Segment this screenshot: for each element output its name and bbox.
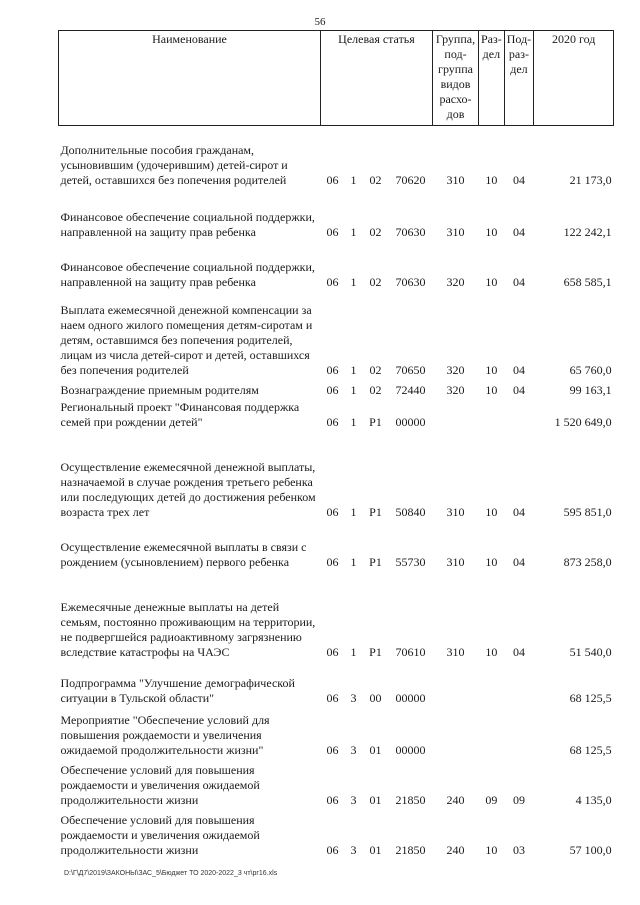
budget-table xyxy=(58,30,614,858)
row-expense-group: 310 xyxy=(446,504,465,519)
row-subsection: 04 xyxy=(512,224,525,239)
row-direction: 70620 xyxy=(395,172,426,187)
row-section: 09 xyxy=(485,792,498,807)
row-name: Дополнительные пособия гражданам, усыновившим (удочерившим) детей-сирот и детей, оставшихся без попечения родителей xyxy=(60,142,288,187)
row-program: 06 xyxy=(326,742,339,757)
row-program: 06 xyxy=(326,274,339,289)
row-program: 06 xyxy=(326,172,339,187)
row-subsection: 04 xyxy=(512,362,525,377)
row-subsection xyxy=(504,398,533,430)
row-direction: 72440 xyxy=(395,382,426,397)
row-name: Мероприятие "Обеспечение условий для повышения рождаемости и увеличения ожидаемой продолжительности жизни" xyxy=(60,712,270,757)
row-program: 06 xyxy=(326,554,339,569)
row-subsection: 04 xyxy=(512,554,525,569)
header-name: Наименование xyxy=(59,31,321,126)
row-amount: 4 135,0 xyxy=(575,792,612,807)
row-event: 02 xyxy=(369,224,382,239)
row-section: 10 xyxy=(485,224,498,239)
table-row xyxy=(59,240,614,290)
row-section xyxy=(479,660,505,706)
row-section: 10 xyxy=(485,644,498,659)
table-row xyxy=(59,126,614,188)
row-subsection: 04 xyxy=(512,172,525,187)
table-header-row xyxy=(59,31,614,126)
table-row xyxy=(59,570,614,660)
row-expense-group: 320 xyxy=(446,362,465,377)
row-subsection: 04 xyxy=(512,504,525,519)
row-event: P1 xyxy=(369,414,382,429)
row-event: 02 xyxy=(369,274,382,289)
row-expense-group: 310 xyxy=(446,644,465,659)
row-program: 06 xyxy=(326,842,339,857)
row-name: Выплата ежемесячной денежной компенсации за наем одного жилого помещения детям-сиротам и детям, оставшимся без попечения родителей, лицам из числа детей-сирот и детей, оставшихся без попечения родителей xyxy=(60,302,313,377)
row-program: 06 xyxy=(326,792,339,807)
header-section: Раз-дел xyxy=(479,31,505,126)
header-subsection: Под-раз-дел xyxy=(504,31,533,126)
row-direction: 21850 xyxy=(395,792,426,807)
row-expense-group: 310 xyxy=(446,224,465,239)
row-section: 10 xyxy=(485,554,498,569)
row-direction: 00000 xyxy=(395,690,426,705)
row-direction: 00000 xyxy=(395,742,426,757)
row-name: Обеспечение условий для повышения рождаемости и увеличения ожидаемой продолжительности жизни xyxy=(60,812,260,857)
row-expense-group: 240 xyxy=(446,792,465,807)
header-target: Целевая статья xyxy=(321,31,433,126)
row-program: 06 xyxy=(326,644,339,659)
row-section: 10 xyxy=(485,274,498,289)
row-amount: 68 125,5 xyxy=(569,742,612,757)
row-event: 02 xyxy=(369,172,382,187)
row-subprogram: 3 xyxy=(350,842,357,857)
row-subsection: 03 xyxy=(512,842,525,857)
row-amount: 99 163,1 xyxy=(569,382,612,397)
row-direction: 55730 xyxy=(395,554,426,569)
row-name: Вознаграждение приемным родителям xyxy=(60,382,259,397)
row-section: 10 xyxy=(485,362,498,377)
row-direction: 70630 xyxy=(395,224,426,239)
row-amount: 1 520 649,0 xyxy=(554,414,612,429)
table-row xyxy=(59,290,614,378)
row-direction: 00000 xyxy=(395,414,426,429)
row-event: 01 xyxy=(369,792,382,807)
row-expense-group: 320 xyxy=(446,382,465,397)
row-subprogram: 3 xyxy=(350,742,357,757)
row-subsection: 04 xyxy=(512,644,525,659)
row-program: 06 xyxy=(326,690,339,705)
row-amount: 658 585,1 xyxy=(563,274,612,289)
row-subprogram: 1 xyxy=(350,362,357,377)
row-section: 10 xyxy=(485,842,498,857)
row-subprogram: 3 xyxy=(350,690,357,705)
row-amount: 57 100,0 xyxy=(569,842,612,857)
row-section: 10 xyxy=(485,172,498,187)
row-program: 06 xyxy=(326,504,339,519)
table-row xyxy=(59,808,614,858)
row-expense-group xyxy=(433,706,479,758)
page-number: 56 xyxy=(314,16,326,28)
row-name: Финансовое обеспечение социальной поддержки, направленной на защиту прав ребенка xyxy=(60,259,315,289)
row-expense-group xyxy=(433,398,479,430)
row-subprogram: 1 xyxy=(350,504,357,519)
row-subprogram: 1 xyxy=(350,274,357,289)
row-event: P1 xyxy=(369,554,382,569)
table-row xyxy=(59,398,614,430)
row-section xyxy=(479,706,505,758)
row-amount: 595 851,0 xyxy=(563,504,612,519)
file-path-footer: D:\Г\Д7\2019\ЗАКОНЫ\ЗАС_5\Бюджет ТО 2020-2022_3 чт\рг16.xls xyxy=(64,870,278,877)
row-expense-group xyxy=(433,660,479,706)
row-event: P1 xyxy=(369,504,382,519)
row-event: 01 xyxy=(369,842,382,857)
row-direction: 70610 xyxy=(395,644,426,659)
row-expense-group: 240 xyxy=(446,842,465,857)
row-subsection: 04 xyxy=(512,274,525,289)
table-row xyxy=(59,520,614,570)
row-section: 10 xyxy=(485,382,498,397)
row-subsection: 09 xyxy=(512,792,525,807)
table-row xyxy=(59,706,614,758)
row-amount: 873 258,0 xyxy=(563,554,612,569)
row-subsection: 04 xyxy=(512,382,525,397)
row-event: P1 xyxy=(369,644,382,659)
row-program: 06 xyxy=(326,362,339,377)
header-group: Группа, под-группа видов расхо-дов xyxy=(433,31,479,126)
header-amount: 2020 год xyxy=(534,31,614,126)
row-name: Подпрограмма "Улучшение демографической ситуации в Тульской области" xyxy=(60,675,295,705)
row-name: Ежемесячные денежные выплаты на детей семьям, постоянно проживающим на территории, не подвергшейся радиоактивному загрязнению вследствие катастрофы на ЧАЭС xyxy=(60,599,316,659)
row-amount: 21 173,0 xyxy=(569,172,612,187)
row-event: 00 xyxy=(369,690,382,705)
row-expense-group: 320 xyxy=(446,274,465,289)
row-name: Осуществление ежемесячной денежной выплаты, назначаемой в случае рождения третьего ребенка или последующих детей до достижения ребенком возраста трех лет xyxy=(60,459,316,519)
row-direction: 50840 xyxy=(395,504,426,519)
row-event: 02 xyxy=(369,362,382,377)
row-direction: 70650 xyxy=(395,362,426,377)
row-event: 01 xyxy=(369,742,382,757)
table-row xyxy=(59,758,614,808)
row-subprogram: 1 xyxy=(350,224,357,239)
row-subprogram: 1 xyxy=(350,382,357,397)
row-subprogram: 1 xyxy=(350,414,357,429)
row-program: 06 xyxy=(326,382,339,397)
row-name: Региональный проект "Финансовая поддержка семей при рождении детей" xyxy=(60,399,300,429)
row-program: 06 xyxy=(326,224,339,239)
row-amount: 65 760,0 xyxy=(569,362,612,377)
row-subprogram: 1 xyxy=(350,172,357,187)
table-row xyxy=(59,430,614,520)
table-row xyxy=(59,378,614,398)
table-row xyxy=(59,188,614,240)
row-amount: 122 242,1 xyxy=(563,224,612,239)
row-subprogram: 3 xyxy=(350,792,357,807)
row-name: Осуществление ежемесячной выплаты в связи с рождением (усыновлением) первого ребенка xyxy=(60,539,307,569)
row-subsection xyxy=(504,706,533,758)
row-name: Финансовое обеспечение социальной поддержки, направленной на защиту прав ребенка xyxy=(60,209,315,239)
row-expense-group: 310 xyxy=(446,172,465,187)
row-direction: 70630 xyxy=(395,274,426,289)
row-direction: 21850 xyxy=(395,842,426,857)
row-subprogram: 1 xyxy=(350,554,357,569)
row-event: 02 xyxy=(369,382,382,397)
row-program: 06 xyxy=(326,414,339,429)
row-subprogram: 1 xyxy=(350,644,357,659)
row-amount: 68 125,5 xyxy=(569,690,612,705)
row-section xyxy=(479,398,505,430)
table-row xyxy=(59,660,614,706)
row-expense-group: 310 xyxy=(446,554,465,569)
row-section: 10 xyxy=(485,504,498,519)
row-subsection xyxy=(504,660,533,706)
row-amount: 51 540,0 xyxy=(569,644,612,659)
row-name: Обеспечение условий для повышения рождаемости и увеличения ожидаемой продолжительности жизни xyxy=(60,762,260,807)
